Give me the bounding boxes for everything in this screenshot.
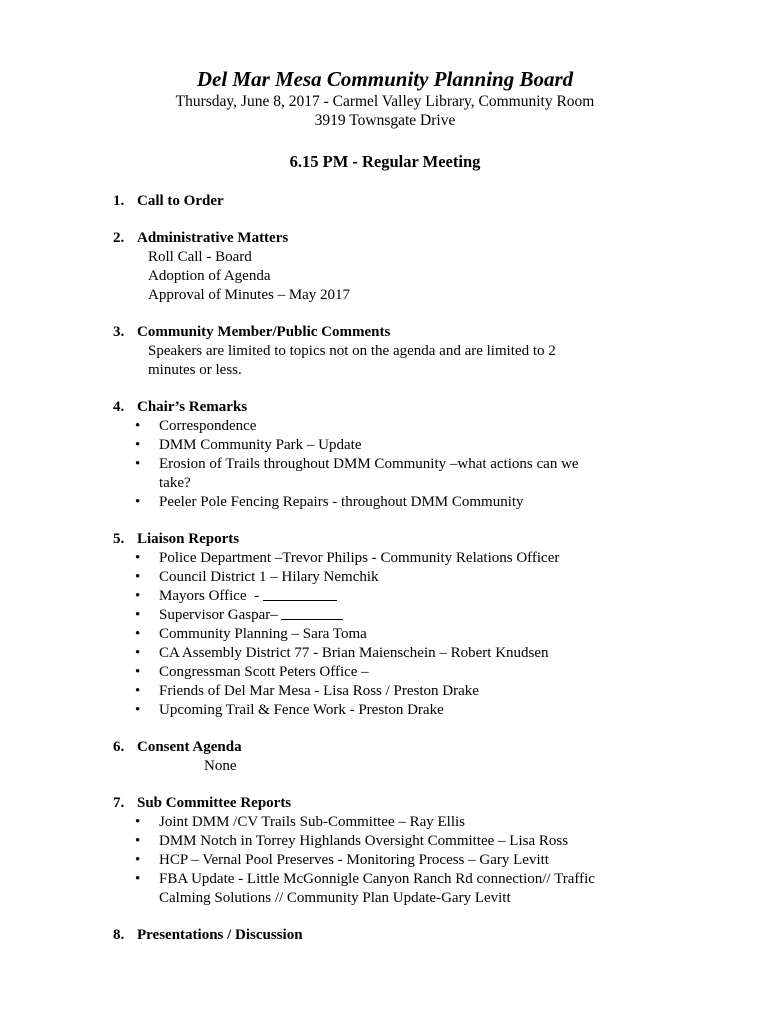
agenda-item-presentations <box>113 926 673 945</box>
list-item: • Congressman Scott Peters Office – <box>135 664 369 680</box>
sub-line: Speakers are limited to topics not on the agenda and are limited to 2 <box>148 343 556 359</box>
list-item: • Community Planning – Sara Toma <box>135 626 367 642</box>
list-item: • Erosion of Trails throughout DMM Community –what actions can we <box>135 456 579 472</box>
list-item: • Friends of Del Mar Mesa - Lisa Ross / Preston Drake <box>135 683 479 699</box>
agenda-item-consent-agenda <box>113 738 673 776</box>
item-number: 1. <box>113 193 125 209</box>
list-item-continuation: Calming Solutions // Community Plan Update-Gary Levitt <box>159 890 511 906</box>
agenda-item-sub-committee-reports <box>113 794 673 908</box>
sub-line: Approval of Minutes – May 2017 <box>148 287 351 303</box>
sub-line: None <box>204 758 237 774</box>
sub-line: minutes or less. <box>148 362 242 378</box>
document-header <box>0 66 770 130</box>
item-title: Liaison Reports <box>137 531 240 547</box>
agenda-item-administrative-matters <box>113 229 673 305</box>
list-item: • Council District 1 – Hilary Nemchik <box>135 569 379 585</box>
meeting-heading: 6.15 PM - Regular Meeting <box>289 152 481 171</box>
list-item: • Joint DMM /CV Trails Sub-Committee – Ray Ellis <box>135 814 466 830</box>
list-item: • Upcoming Trail & Fence Work - Preston Drake <box>135 702 444 718</box>
list-item: • Police Department –Trevor Philips - Community Relations Officer <box>135 550 560 566</box>
blank-line <box>281 606 343 620</box>
item-title: Chair’s Remarks <box>137 399 248 415</box>
item-title: Administrative Matters <box>137 230 289 246</box>
sub-line: Adoption of Agenda <box>148 268 271 284</box>
bullet-list <box>113 417 673 512</box>
list-item: • HCP – Vernal Pool Preserves - Monitoring Process – Gary Levitt <box>135 852 549 868</box>
item-title: Consent Agenda <box>137 739 242 755</box>
meeting-date-location: Thursday, June 8, 2017 - Carmel Valley Library, Community Room <box>175 93 595 110</box>
list-item: • DMM Notch in Torrey Highlands Oversight Committee – Lisa Ross <box>135 833 569 849</box>
blank-line <box>263 587 337 601</box>
agenda-item-call-to-order <box>113 192 673 211</box>
item-title: Call to Order <box>137 193 224 209</box>
item-number: 6. <box>113 739 125 755</box>
item-title: Sub Committee Reports <box>137 795 292 811</box>
agenda-list <box>113 192 673 963</box>
bullet-list <box>113 549 673 720</box>
item-number: 2. <box>113 230 125 246</box>
meeting-address: 3919 Townsgate Drive <box>314 112 456 129</box>
agenda-item-liaison-reports <box>113 530 673 720</box>
bullet-list <box>113 813 673 908</box>
list-item: • CA Assembly District 77 - Brian Maienschein – Robert Knudsen <box>135 645 549 661</box>
agenda-item-chairs-remarks <box>113 398 673 512</box>
item-number: 3. <box>113 324 125 340</box>
list-item: • DMM Community Park – Update <box>135 437 362 453</box>
item-number: 7. <box>113 795 125 811</box>
list-item: • Correspondence <box>135 418 257 434</box>
item-number: 4. <box>113 399 125 415</box>
list-item: • Peeler Pole Fencing Repairs - throughout DMM Community <box>135 494 524 510</box>
item-title: Presentations / Discussion <box>137 927 303 943</box>
sub-line: Roll Call - Board <box>148 249 252 265</box>
list-item: • FBA Update - Little McGonnigle Canyon Ranch Rd connection// Traffic <box>135 871 595 887</box>
item-number: 5. <box>113 531 125 547</box>
item-number: 8. <box>113 927 125 943</box>
board-title: Del Mar Mesa Community Planning Board <box>196 67 574 91</box>
list-item-continuation: take? <box>159 475 191 491</box>
item-title: Community Member/Public Comments <box>137 324 391 340</box>
list-item: • Supervisor Gaspar– <box>135 606 673 625</box>
agenda-item-public-comments <box>113 323 673 380</box>
list-item: • Mayors Office - <box>135 587 673 606</box>
